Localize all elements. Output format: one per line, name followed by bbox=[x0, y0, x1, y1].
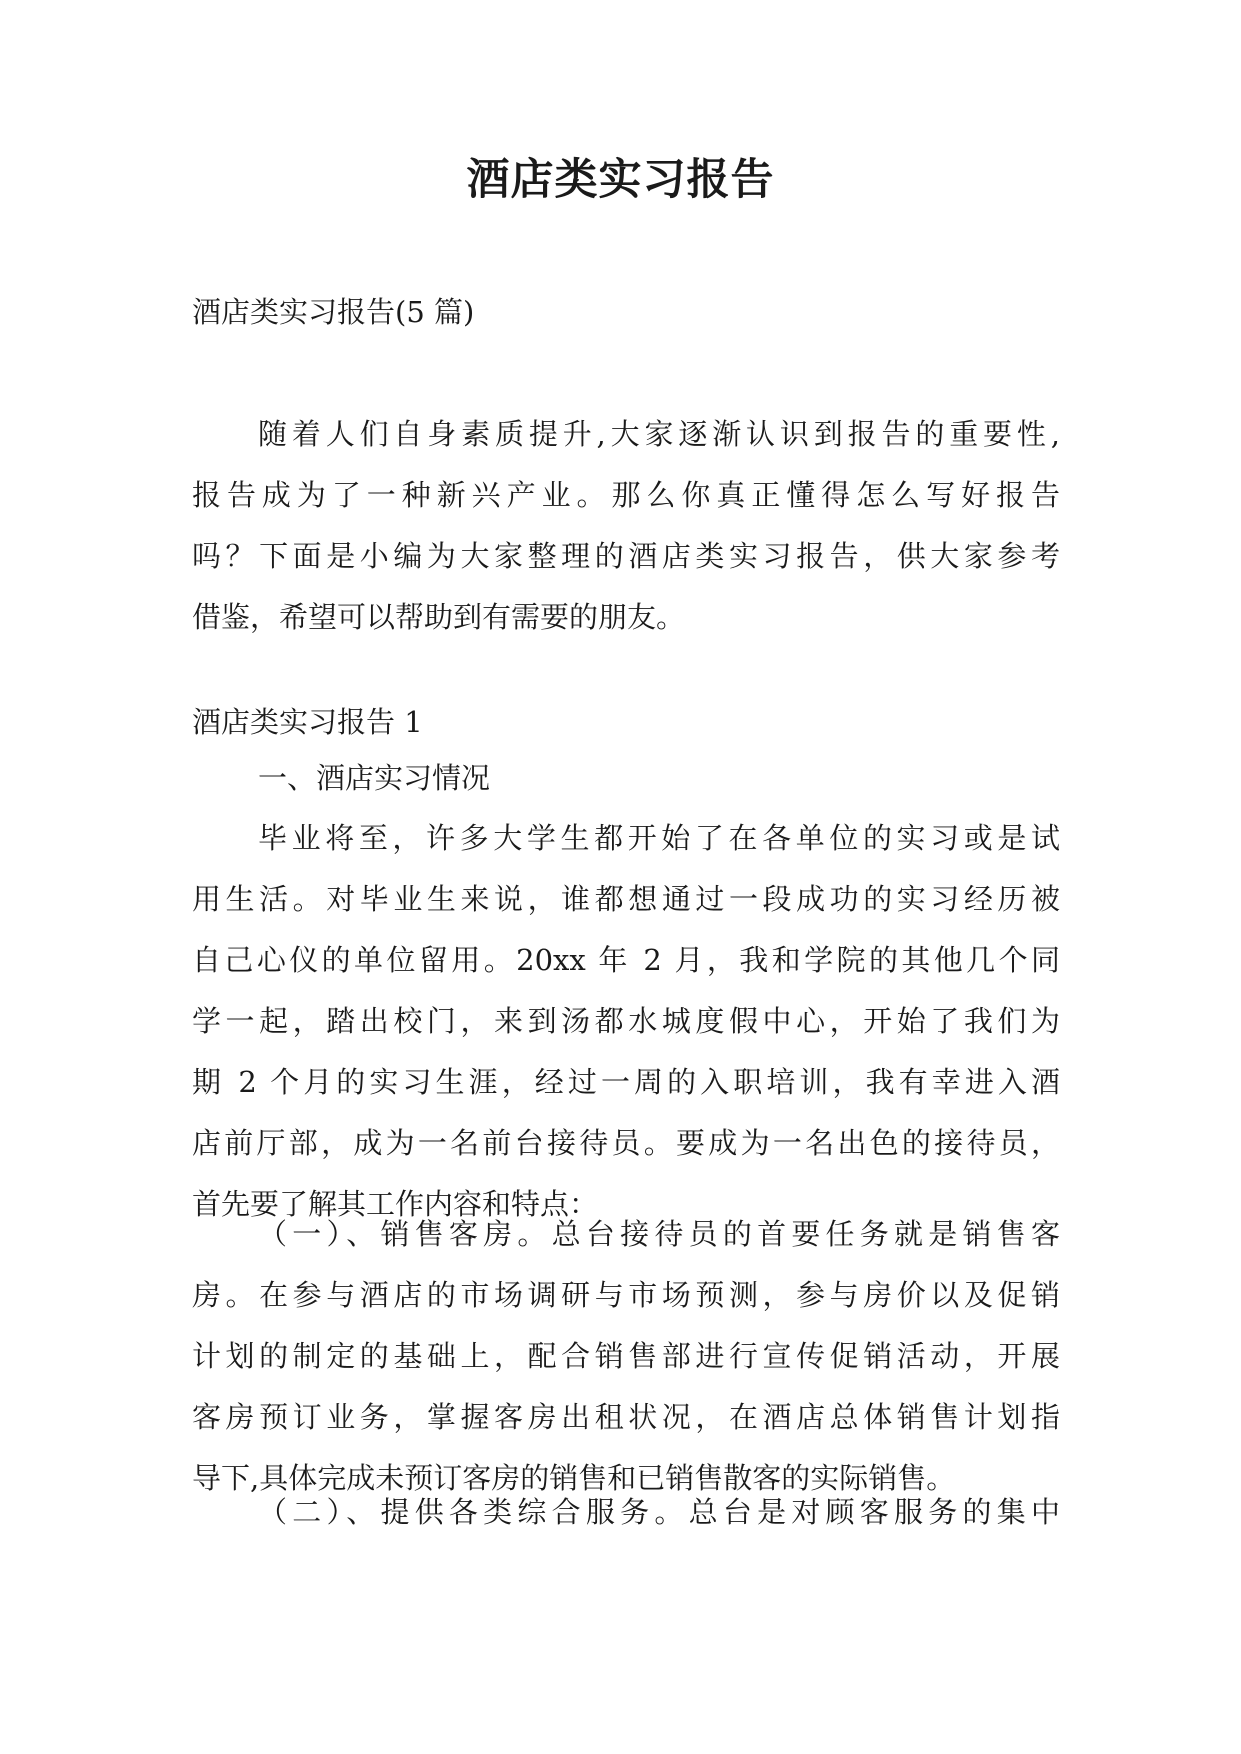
body-paragraph-3 bbox=[192, 1482, 1060, 1543]
body-line: 自己心仪的单位留用。20xx 年 2 月，我和学院的其他几个同 bbox=[192, 943, 1060, 977]
document-title: 酒店类实习报告 bbox=[466, 155, 775, 205]
body-line: 客房预订业务，掌握客房出租状况，在酒店总体销售计划指 bbox=[192, 1400, 1060, 1434]
body-line: 毕业将至，许多大学生都开始了在各单位的实习或是试 bbox=[258, 821, 1060, 855]
intro-line: 报告成为了一种新兴产业。那么你真正懂得怎么写好报告 bbox=[192, 478, 1060, 512]
document-subtitle: 酒店类实习报告(5 篇) bbox=[192, 295, 475, 329]
body-line: （一）、销售客房。总台接待员的首要任务就是销售客 bbox=[258, 1217, 1060, 1251]
body-line: （二）、提供各类综合服务。总台是对顾客服务的集中 bbox=[258, 1495, 1060, 1529]
body-paragraph-2 bbox=[192, 1204, 1060, 1509]
section-title: 酒店类实习报告 1 bbox=[192, 705, 423, 739]
body-line: 首先要了解其工作内容和特点： bbox=[192, 1187, 599, 1221]
body-paragraph-1 bbox=[192, 808, 1060, 1235]
body-line: 期 2 个月的实习生涯，经过一周的入职培训，我有幸进入酒 bbox=[192, 1065, 1060, 1099]
body-line: 房。在参与酒店的市场调研与市场预测，参与房价以及促销 bbox=[192, 1278, 1060, 1312]
body-line: 店前厅部，成为一名前台接待员。要成为一名出色的接待员， bbox=[192, 1126, 1060, 1160]
body-line: 计划的制定的基础上，配合销售部进行宣传促销活动，开展 bbox=[192, 1339, 1060, 1373]
sub-heading: 一、酒店实习情况 bbox=[258, 761, 491, 795]
body-line: 导下,具体完成未预订客房的销售和已销售散客的实际销售。 bbox=[192, 1461, 956, 1495]
intro-line: 借鉴，希望可以帮助到有需要的朋友。 bbox=[192, 600, 686, 634]
body-line: 用生活。对毕业生来说，谁都想通过一段成功的实习经历被 bbox=[192, 882, 1060, 916]
body-line: 学一起，踏出校门，来到汤都水城度假中心，开始了我们为 bbox=[192, 1004, 1060, 1038]
intro-line: 吗？下面是小编为大家整理的酒店类实习报告，供大家参考 bbox=[192, 539, 1060, 573]
intro-line: 随着人们自身素质提升,大家逐渐认识到报告的重要性, bbox=[258, 417, 1060, 451]
intro-paragraph bbox=[192, 404, 1060, 648]
